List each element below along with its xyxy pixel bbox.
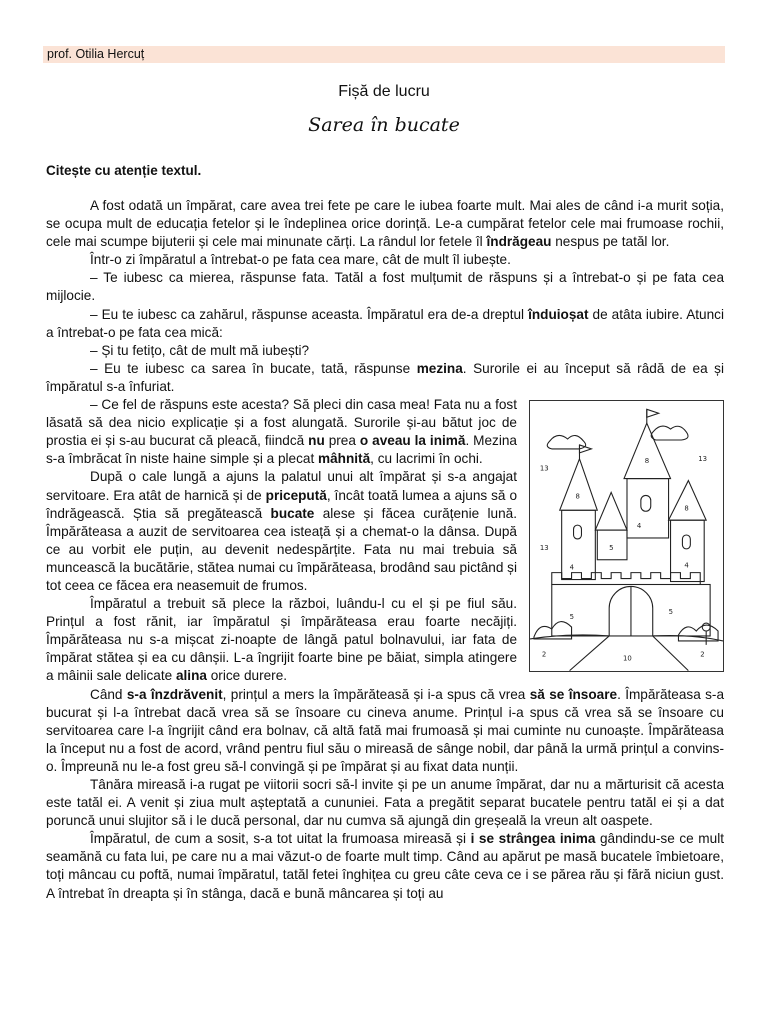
bold-term: să se însoare xyxy=(529,686,618,702)
bold-term: alina xyxy=(175,668,207,684)
svg-text:4: 4 xyxy=(569,563,574,572)
svg-text:2: 2 xyxy=(541,650,547,659)
author-name: prof. Otilia Hercuț xyxy=(47,47,145,61)
bold-term: pricepută xyxy=(265,487,327,503)
bold-term: îndrăgeau xyxy=(486,234,552,250)
bold-term: nu xyxy=(308,433,325,449)
paragraph xyxy=(46,269,724,305)
page-title: Fișă de lucru xyxy=(338,83,430,100)
story-text xyxy=(46,197,724,903)
story-title: Sarea în bucate xyxy=(308,114,460,136)
text-run: , încât toată lumea a ajuns să o îndrăgească. Știa să pregătească xyxy=(46,487,518,521)
bold-term: o aveau la inimă xyxy=(359,433,466,449)
paragraph xyxy=(46,830,724,902)
instruction: Citește cu atenție textul. xyxy=(46,163,202,178)
bold-term: s-a înzdrăvenit xyxy=(126,686,223,702)
text-run: – Eu te iubesc ca sarea în bucate, tată, răspunse xyxy=(90,360,417,376)
svg-text:10: 10 xyxy=(623,654,632,663)
paragraph xyxy=(46,360,724,396)
bold-term: înduioșat xyxy=(528,306,589,322)
text-run: A fost odată un împărat, care avea trei fete pe care le iubea foarte mult. Mai ales de când i-a murit soția, se ocupa mult de educația fetelor și le îndeplinea orice dorință. Le-a cumpărat fetelor cele mai frumoase rochii, cele mai scumpe bijuterii și cele mai minunate cărți. La rândul lor fetele îl xyxy=(46,198,724,250)
paragraph xyxy=(46,776,724,830)
text-run: Tânăra mireasă i-a rugat pe viitorii socri să-l invite și pe un anume împărat, dar nu a mărturisit că acesta este tatăl ei. A venit și ziua mult așteptată a cununiei. Fata a pregătit separat bucatele pentru tatăl ei și a dat poruncă unui slujitor să i le ducă personal, dar nu cumva să ajungă din greșeală la vreun alt oaspete. xyxy=(46,777,724,829)
paragraph xyxy=(46,251,724,269)
svg-text:2: 2 xyxy=(700,650,705,659)
text-run: – Ce fel de răspuns este acesta? Să pleci din casa mea! Fata nu a fost lăsată să dea nicio explicație și a fost alungată. Surorile și-au bătut joc de prostia ei și s-au bucurat că pleacă, fiindcă xyxy=(46,397,517,449)
svg-text:4: 4 xyxy=(684,561,689,570)
bold-term: mâhnită xyxy=(318,451,371,467)
text-run: . Împărăteasa s-a bucurat și l-a întrebat dacă vrea să se însoare cu cineva anume. Prințul i-a spus că vrea să se însoare cu servitoarea care l-a îngrijit când era bolnav, că altă fată mai frumoasă și mai cuminte nu cunoaște. Împărăteasa la început nu a fost de acord, vrând pentru fiul său o mireasă de sânge nobil, dar până la urmă prințul a convins-o. Împreună nu le-a fost greu să-l convingă și pe împărat și au fixat data nunții. xyxy=(46,686,725,774)
svg-text:13: 13 xyxy=(539,543,549,552)
svg-text:5: 5 xyxy=(668,608,673,617)
text-run: Împăratul a trebuit să plece la război, luându-l cu el și pe fiul său. Prințul a fost rănit, iar împăratul și împărăteasa erau foarte necăjiți. Împărăteasa nu s-a mișcat zi-noapte de lângă patul bolnavului, iar fata de împărat stătea și ea cu dânșii. L-a îngrijit foarte bine pe băiat, simpla atingere a mâinii sale delicate xyxy=(46,596,517,684)
text-run: de atâta iubire. Atunci a întrebat-o pe fata cea mică: xyxy=(46,306,724,340)
author-bar xyxy=(43,46,725,63)
text-run: gândindu-se ce mult seamănă cu fata lui, pe care nu a mai văzut-o de foarte mult timp. Când au apărut pe masă bucatele îmbietoare, toți mâncau cu poftă, numai împăratul, tatăl fetei înghițea cu greu câte ceva ce i se părea rău și fără niciun gust. A întrebat în dreapta și în stânga, dacă e bună mâncarea și toți au xyxy=(46,831,724,901)
text-run: – Eu te iubesc ca zahărul, răspunse aceasta. Împăratul era de-a dreptul xyxy=(90,306,529,322)
paragraph xyxy=(46,306,724,342)
text-run: Într-o zi împăratul a întrebat-o pe fata cea mare, cât de mult îl iubește. xyxy=(90,252,511,268)
svg-text:5: 5 xyxy=(609,543,614,552)
svg-text:13: 13 xyxy=(698,454,708,463)
text-run: orice durere. xyxy=(206,668,288,684)
text-run: alese și făcea curățenie lună. Împărăteasa a auzit de servitoarea cea isteață și a chemat-o la dânsa. După ce au vorbit ele puțin, au devenit nedespărțite. Fata nu mai trebuia să muncească la bucătărie, stătea numai cu împărăteasa, brodând sau pictând și tot ceea ce făcea era neasemuit de frumos. xyxy=(46,505,517,593)
svg-text:4: 4 xyxy=(636,522,642,531)
paragraph xyxy=(46,197,724,251)
text-run: . Surorile ei au început să râdă de ea și împăratul s-a înfuriat. xyxy=(46,360,724,394)
text-run: , prințul a mers la împărăteasă și i-a spus că vrea xyxy=(222,686,530,702)
text-run: După o cale lungă a ajuns la palatul unui alt împărat și s-a angajat servitoare. Era atât de harnică și de xyxy=(46,469,517,503)
svg-text:13: 13 xyxy=(539,464,549,473)
castle-coloring-icon xyxy=(530,401,723,671)
castle-coloring-image xyxy=(529,400,724,672)
paragraph xyxy=(46,686,724,776)
text-run: . Mezina s-a îmbrăcat în niste haine simple și a plecat xyxy=(46,433,517,467)
paragraph xyxy=(46,342,724,360)
text-run: Împăratul, de cum a sosit, s-a tot uitat la frumoasa mireasă și xyxy=(90,831,471,847)
bold-term: bucate xyxy=(270,505,315,521)
svg-text:8: 8 xyxy=(644,456,650,465)
text-run: – Și tu fetițo, cât de mult mă iubești? xyxy=(90,342,310,358)
svg-text:8: 8 xyxy=(684,504,689,513)
text-run: – Te iubesc ca mierea, răspunse fata. Tatăl a fost mulțumit de răspuns și a întrebat-o și pe fata cea mijlocie. xyxy=(46,270,724,304)
bold-term: i se strângea inima xyxy=(470,831,596,847)
svg-text:5: 5 xyxy=(569,613,574,622)
svg-text:8: 8 xyxy=(575,492,580,501)
text-run: Când xyxy=(90,686,127,702)
text-run: prea xyxy=(324,433,360,449)
text-run: nespus pe tatăl lor. xyxy=(551,234,670,250)
text-run: , cu lacrimi în ochi. xyxy=(370,451,483,467)
bold-term: mezina xyxy=(416,360,463,376)
